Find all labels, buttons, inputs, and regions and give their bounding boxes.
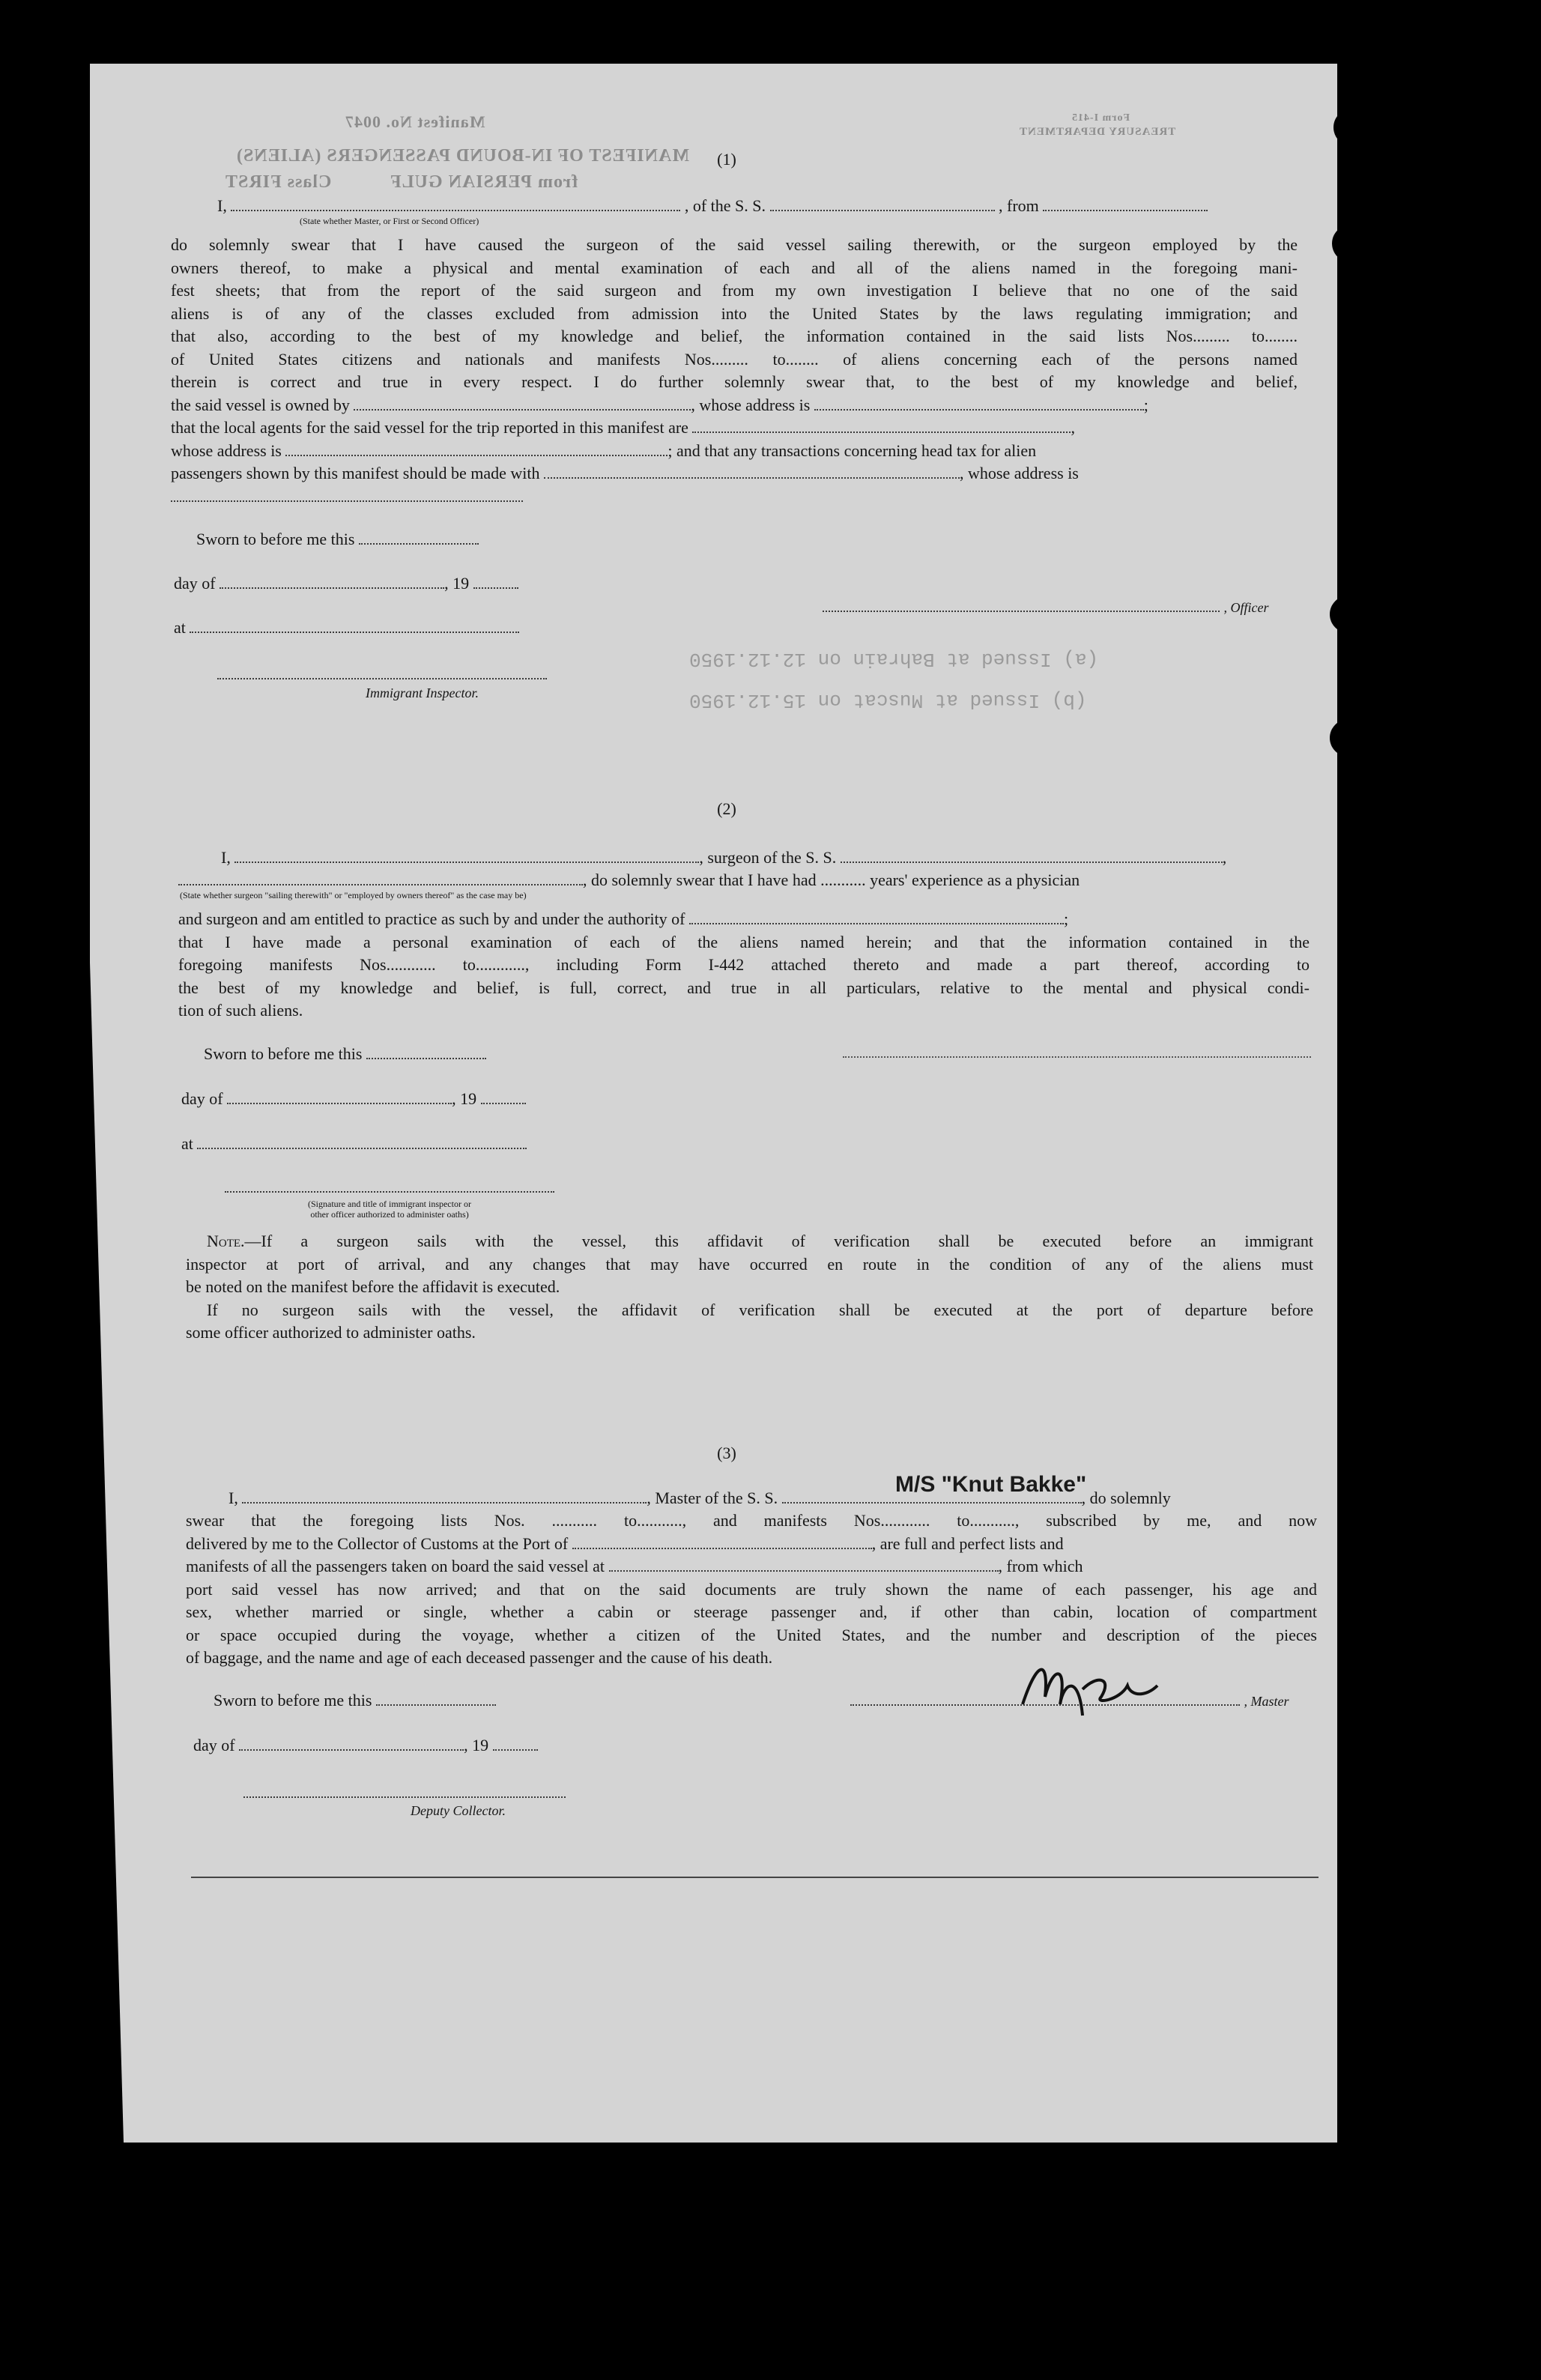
section2-body: [178, 908, 1310, 1023]
s2-year-label: , 19: [452, 1089, 477, 1108]
boarding-port-field[interactable]: [609, 1557, 999, 1572]
passengers-line: [171, 462, 1298, 485]
s1-sworn-label: Sworn to before me this: [196, 530, 355, 548]
address-continuation-line: [171, 485, 1298, 509]
master-label: , Master: [1244, 1694, 1289, 1709]
section1-para-line: aliens is of any of the classes excluded from admission into the United States by the laws regulating immigration; and: [171, 303, 1298, 323]
section2-para-line: tion of such aliens.: [178, 1001, 303, 1020]
surgeon-signature-line[interactable]: [843, 1056, 1311, 1058]
note-line: [186, 1230, 1313, 1253]
section3-para-line: sex, whether married or single, whether a cabin or steerage passenger and, if other than cabin, location of compartment: [186, 1602, 1317, 1621]
s2-oath-i-label: I,: [221, 848, 231, 867]
punch-hole-7: [1345, 1390, 1382, 1427]
section3-para-line: manifests of all the passengers taken on board the said vessel at: [186, 1557, 605, 1575]
section2-oath-line: I, , surgeon of the S. S. ,: [221, 848, 1227, 867]
section2-para-line: the best of my knowledge and belief, is full, correct, and true in all particulars, relative to the mental and physical condi-: [178, 978, 1310, 997]
punch-hole-2: [1332, 225, 1369, 262]
owned-by-line: the said vessel is owned by , whose address is ;: [171, 395, 1148, 414]
head-tax-address-field[interactable]: [171, 487, 523, 502]
s2-sig-caption-line: other officer authorized to administer oaths): [310, 1209, 469, 1220]
from-bleed: from PERSIAN GULF: [390, 172, 578, 192]
master-of-label: , Master of the S. S.: [647, 1489, 778, 1507]
from-label: , from: [999, 196, 1039, 215]
s3-sworn-label: Sworn to before me this: [214, 1691, 372, 1710]
officer-signature-field[interactable]: [823, 597, 1220, 612]
s1-day-label: day of: [174, 574, 216, 593]
section3-para-line: or space occupied during the voyage, whether a citizen of the United States, and the number and description of the pieces: [186, 1625, 1317, 1644]
form-id-bleed: Form I-415: [1071, 112, 1130, 124]
agents-address-label: whose address is: [171, 440, 282, 460]
section3-para-line: port said vessel has now arrived; and that on the said documents are truly shown the name of each passenger, his age and: [186, 1579, 1317, 1599]
from-port-field[interactable]: [1043, 196, 1208, 211]
s3-year-label: , 19: [464, 1736, 489, 1754]
s1-year-field[interactable]: [473, 574, 518, 589]
s3-month-field[interactable]: [239, 1736, 464, 1751]
s2-month-field[interactable]: [227, 1089, 452, 1104]
section2-para-line: that I have made a personal examination of each of the aliens named herein; and that the information contained in the: [178, 932, 1310, 951]
s3-oath-i-label: I,: [228, 1489, 238, 1507]
head-tax-label: ; and that any transactions concerning head tax for alien: [667, 440, 1037, 460]
s2-solemnly-label: , do solemnly swear that I have had ........... years' experience as a physician: [583, 870, 1080, 889]
section1-body: [171, 234, 1298, 508]
section2-para-line: foregoing manifests Nos............ to............, including Form I-442 attached thereto and made a part thereof, according to: [178, 955, 1310, 974]
s1-inspector-signature-field[interactable]: [217, 664, 547, 679]
s3-sworn-line: [214, 1689, 496, 1713]
s1-at-line: [174, 617, 519, 640]
s2-ship-name-field[interactable]: [841, 848, 1223, 863]
passengers-address-label: , whose address is: [960, 464, 1079, 482]
punch-hole-1: [1333, 109, 1371, 146]
s3-sworn-date-field[interactable]: [376, 1691, 496, 1706]
note-label: Note.: [207, 1232, 245, 1250]
s2-sworn-date-field[interactable]: [366, 1044, 486, 1059]
manifest-no-bleed: Manifest No. 0047: [345, 112, 485, 131]
s3-day-label: day of: [193, 1736, 235, 1754]
class-bleed: Class FIRST: [225, 172, 332, 192]
punch-hole-3: [1360, 255, 1397, 292]
section1-oath-line: [217, 195, 1296, 218]
section2-solemnly-line: [178, 869, 1080, 892]
s2-day-label: day of: [181, 1089, 223, 1108]
section1-heading: (1): [717, 150, 736, 169]
section2-heading: (2): [717, 799, 736, 818]
note2-line: some officer authorized to administer oaths.: [186, 1323, 476, 1342]
section3-para-line: delivered by me to the Collector of Customs at the Port of: [186, 1533, 569, 1553]
section3-para-line: swear that the foregoing lists Nos. ........... to..........., and manifests Nos............ to..........., subscribed by me, and now: [186, 1511, 1317, 1530]
note-block: [186, 1230, 1313, 1345]
surgeon-of-label: , surgeon of the S. S.: [699, 848, 837, 867]
department-bleed: TREASURY DEPARTMENT: [1019, 126, 1176, 138]
note-line: inspector at port of arrival, and any changes that may have occurred en route in the condition of any of the aliens must: [186, 1254, 1313, 1274]
signature-scrawl: [1015, 1644, 1165, 1727]
master-signature: [1015, 1644, 1165, 1731]
s2-sworn-label: Sworn to before me this: [204, 1044, 363, 1063]
oath-i-label: I,: [217, 196, 227, 215]
s1-sworn-line: [196, 528, 479, 551]
s2-at-line: [181, 1133, 527, 1156]
collector-caption: Deputy Collector.: [411, 1803, 506, 1818]
officer-label: , Officer: [1223, 600, 1269, 615]
surgeon-caption: (State whether surgeon "sailing therewith" or "employed by owners thereof" as the case may be): [180, 890, 527, 900]
s3-master-name-field[interactable]: [242, 1489, 647, 1504]
s1-month-field[interactable]: [220, 574, 444, 589]
s2-inspector-signature-field[interactable]: [225, 1178, 554, 1193]
owner-address-field[interactable]: [814, 396, 1144, 411]
authority-label: and surgeon and am entitled to practice as such by and under the authority of: [178, 909, 685, 928]
master-name-field[interactable]: [231, 196, 680, 211]
s2-at-label: at: [181, 1134, 193, 1153]
s3-day-line: [193, 1734, 538, 1757]
agents-field[interactable]: [692, 418, 1071, 433]
agents-line: that the local agents for the said vessel for the trip reported in this manifest are ,: [171, 418, 1075, 437]
passengers-label: passengers shown by this manifest should be made with: [171, 464, 540, 482]
punch-hole-8: [1356, 1521, 1393, 1558]
punch-hole-5: [1330, 719, 1367, 757]
boarded-at-line: [186, 1555, 1317, 1578]
punch-hole-4: [1330, 596, 1367, 633]
punch-hole-6: [1367, 1049, 1405, 1086]
section1-para-line: therein is correct and true in every respect. I do further solemnly swear that, to the best of my knowledge and belief,: [171, 372, 1298, 391]
authority-line: and surgeon and am entitled to practice as such by and under the authority of ;: [178, 909, 1069, 928]
collector-port-line: [186, 1533, 1317, 1556]
s3-ship-name-field[interactable]: [782, 1489, 1082, 1504]
s1-at-label: at: [174, 618, 186, 637]
s2-sig-line: [225, 1176, 554, 1199]
s3-year-field[interactable]: [493, 1736, 538, 1751]
punch-hole-9: [1363, 1843, 1401, 1880]
section1-para-line: do solemnly swear that I have caused the surgeon of the said vessel sailing therewith, or the surgeon employed by the: [171, 235, 1298, 254]
s1-sworn-date-field[interactable]: [359, 530, 479, 545]
s2-sworn-line: [204, 1043, 486, 1066]
section1-para-line: that also, according to the best of my knowledge and belief, the information contained in the said lists Nos......... to........: [171, 327, 1298, 345]
punch-hole-10: [1348, 1888, 1386, 1925]
section1-para-line: of United States citizens and nationals and manifests Nos......... to........ of aliens concerning each of the persons named: [171, 349, 1298, 369]
owner-field[interactable]: [354, 396, 691, 411]
port-field[interactable]: [572, 1534, 872, 1549]
s1-at-field[interactable]: [190, 618, 519, 633]
s2-sig-caption: [225, 1199, 554, 1220]
of-ss-label: , of the S. S.: [684, 196, 766, 215]
owned-by-label: the said vessel is owned by: [171, 395, 350, 414]
ghost-stamp-b: (b) Issued at Muscat on 15.12.1950: [689, 689, 1087, 712]
agents-address-field[interactable]: [285, 441, 667, 456]
surgeon-status-field[interactable]: [178, 870, 583, 885]
footer-rule: [191, 1877, 1319, 1878]
head-tax-agent-field[interactable]: [544, 464, 960, 479]
authority-field[interactable]: [689, 909, 1064, 924]
master-caption: (State whether Master, or First or Second Officer): [300, 216, 479, 226]
ghost-stamp-a: (a) Issued at Bahrain on 12.12.1950: [689, 648, 1099, 670]
note2-line: If no surgeon sails with the vessel, the affidavit of verification shall be executed at the port of departure before: [207, 1300, 1313, 1319]
inspector-caption: Immigrant Inspector.: [366, 685, 479, 700]
do-solemnly-label: , do solemnly: [1081, 1489, 1171, 1507]
officer-line: [823, 596, 1269, 620]
full-perfect-label: , are full and perfect lists and: [871, 1533, 1064, 1553]
note-line-text: —If a surgeon sails with the vessel, this affidavit of verification shall be executed before an immigrant: [244, 1232, 1313, 1250]
collector-signature-field[interactable]: [243, 1783, 566, 1798]
s2-day-line: [181, 1088, 526, 1111]
title-bleed: MANIFEST OF IN-BOUND PASSENGERS (ALIENS): [236, 146, 689, 166]
s1-day-line: [174, 572, 518, 596]
agents-address-line: [171, 440, 1298, 463]
s1-year-label: , 19: [444, 574, 470, 593]
whose-address-label: , whose address is: [691, 395, 811, 414]
ship-name-field[interactable]: [770, 196, 995, 211]
section3-para-line: of baggage, and the name and age of each deceased passenger and the cause of his death.: [186, 1648, 773, 1667]
s2-sig-caption-line: (Signature and title of immigrant inspector or: [308, 1199, 471, 1209]
s3-collector-sig-line: [243, 1781, 566, 1805]
surgeon-name-field[interactable]: [234, 848, 699, 863]
agents-label: that the local agents for the said vessel for the trip reported in this manifest are: [171, 418, 688, 437]
vessel-name-stamp: M/S "Knut Bakke": [895, 1472, 1087, 1497]
section3-heading: (3): [717, 1444, 736, 1462]
note-line: be noted on the manifest before the affidavit is executed.: [186, 1277, 560, 1296]
s2-year-field[interactable]: [481, 1089, 526, 1104]
section1-para-line: fest sheets; that from the report of the said surgeon and from my own investigation I believe that no one of the said: [171, 281, 1298, 300]
section3-oath-line: [228, 1487, 1171, 1510]
from-which-label: , from which: [998, 1557, 1083, 1575]
section1-para-line: owners thereof, to make a physical and mental examination of each and all of the aliens named in the foregoing mani-: [171, 258, 1298, 277]
s2-at-field[interactable]: [197, 1134, 527, 1149]
